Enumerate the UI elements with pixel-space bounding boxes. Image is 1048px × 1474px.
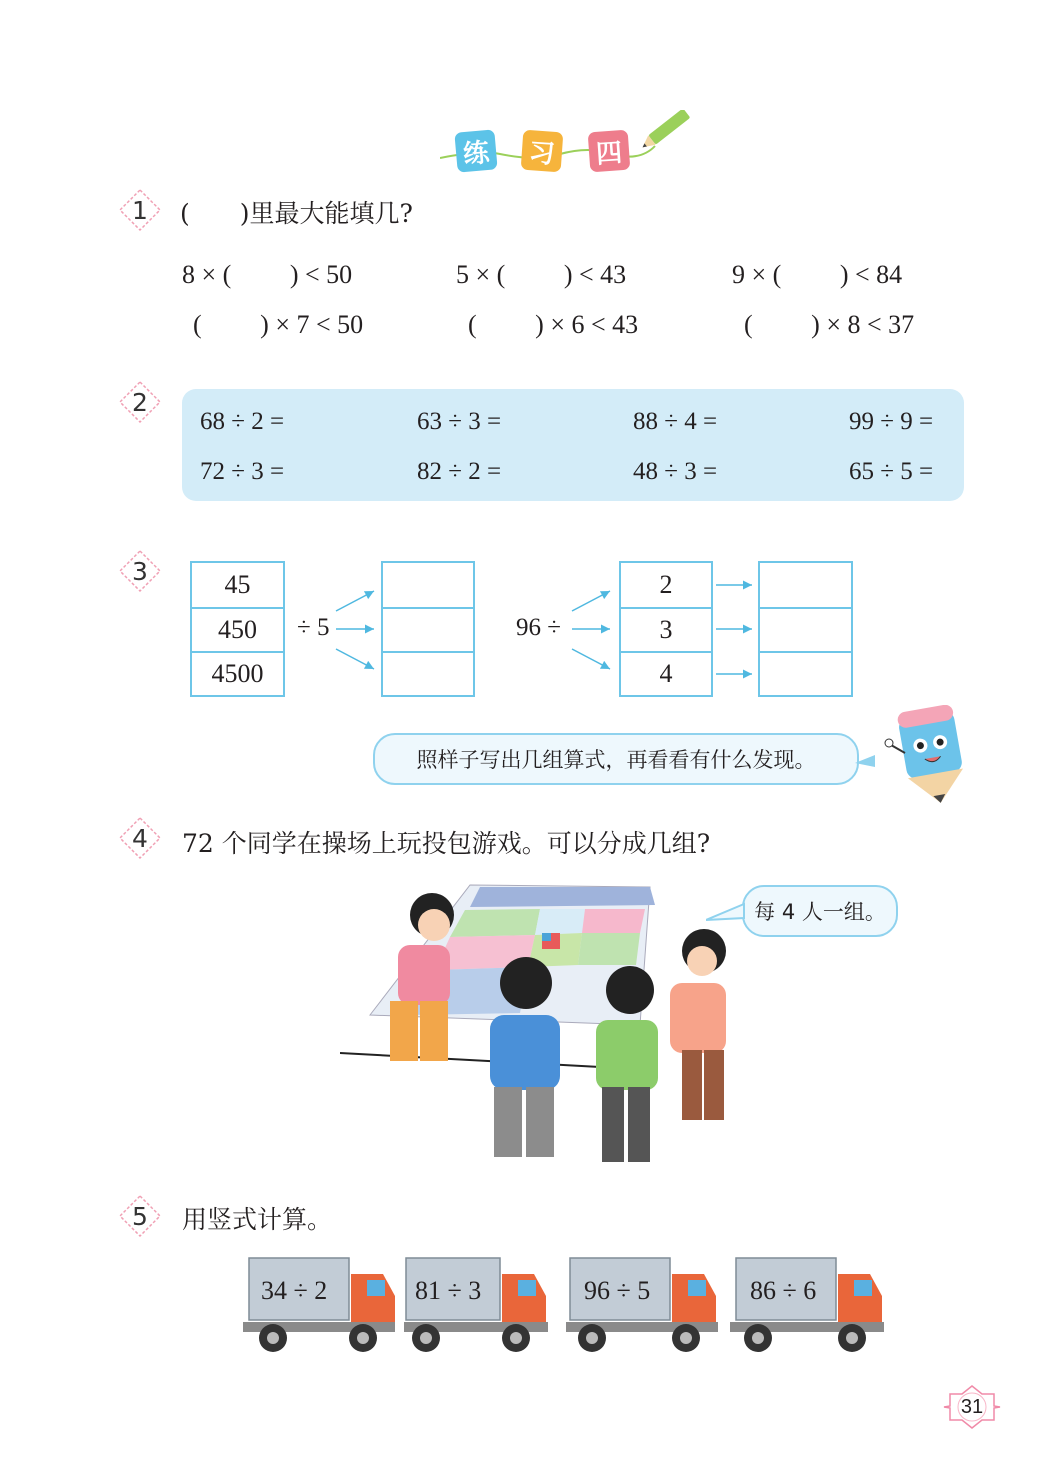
question-1-text: ( )里最大能填几? (180, 199, 413, 228)
truck-4 (730, 1256, 886, 1356)
q3-right-value-3: 4 (621, 651, 711, 695)
truck-icon (730, 1256, 886, 1356)
question-1-number: 1 (132, 195, 148, 225)
q2-item-8: 65 ÷ 5 = (849, 458, 934, 485)
pencil-mascot-icon (855, 705, 980, 815)
page-number-badge (942, 1384, 1002, 1430)
q2-item-6: 82 ÷ 2 = (417, 458, 502, 485)
q3-right-value-2: 3 (621, 607, 711, 651)
q3-left-arrows (334, 585, 380, 675)
q3-left-value-2: 450 (192, 607, 283, 651)
truck-1-label: 34 ÷ 2 (261, 1276, 328, 1305)
q2-item-3: 88 ÷ 4 = (633, 408, 718, 435)
q2-item-7: 48 ÷ 3 = (633, 458, 718, 485)
truck-2-label: 81 ÷ 3 (415, 1276, 482, 1305)
truck-2 (404, 1256, 558, 1356)
question-3-badge (118, 549, 162, 593)
truck-icon (404, 1256, 558, 1356)
q3-left-operator: ÷ 5 (297, 614, 330, 641)
q1-item-2: 5 × ( ) < 43 (456, 260, 627, 289)
q3-left-answer-table (381, 561, 475, 697)
question-5-text: 用竖式计算。 (182, 1205, 333, 1234)
q2-item-5: 72 ÷ 3 = (200, 458, 285, 485)
truck-3-label: 96 ÷ 5 (584, 1276, 651, 1305)
truck-icon (243, 1256, 397, 1356)
title-char-2: 习 (521, 130, 564, 173)
q1-item-1: 8 × ( ) < 50 (182, 260, 353, 289)
q1-item-3: 9 × ( ) < 84 (732, 260, 903, 289)
truck-1 (243, 1256, 397, 1356)
question-2-number: 2 (132, 387, 148, 417)
question-1-badge (118, 188, 162, 232)
question-4-text: 72 个同学在操场上玩投包游戏。可以分成几组? (182, 829, 711, 858)
q2-item-2: 63 ÷ 3 = (417, 408, 502, 435)
q3-left-answer-3[interactable] (383, 651, 473, 695)
q1-item-5: ( ) × 6 < 43 (468, 310, 639, 339)
question-5-number: 5 (132, 1201, 148, 1231)
truck-4-label: 86 ÷ 6 (750, 1276, 817, 1305)
q3-hint-bubble: 照样子写出几组算式，再看看有什么发现。 (373, 733, 859, 785)
question-4-number: 4 (132, 823, 148, 853)
question-4-badge (118, 816, 162, 860)
question-3-number: 3 (132, 556, 148, 586)
page-number: 31 (960, 1395, 984, 1418)
q3-left-value-3: 4500 (192, 651, 283, 695)
q3-right-answer-1[interactable] (760, 563, 851, 607)
question-5-badge (118, 1194, 162, 1238)
title-char-1: 练 (454, 129, 497, 172)
q3-right-answer-3[interactable] (760, 651, 851, 695)
truck-icon (566, 1256, 720, 1356)
q4-speech-bubble: 每 4 人一组。 (742, 885, 898, 937)
question-2-badge (118, 380, 162, 424)
q2-panel (182, 389, 964, 501)
q3-right-straight-arrows (714, 570, 758, 690)
truck-3 (566, 1256, 720, 1356)
q3-right-value-1: 2 (659, 570, 673, 599)
children-playing-illustration (340, 875, 760, 1175)
q3-right-answer-table (758, 561, 853, 697)
q3-left-answer-1[interactable] (383, 563, 473, 607)
q4-bubble-tail (706, 900, 746, 924)
q3-right-arrows (570, 585, 616, 675)
q1-item-4: ( ) × 7 < 50 (193, 310, 364, 339)
q3-left-answer-2[interactable] (383, 607, 473, 651)
title-char-3: 四 (588, 130, 631, 173)
q3-left-value-1: 45 (224, 570, 251, 599)
q3-right-operator: 96 ÷ (516, 614, 561, 641)
q3-right-answer-2[interactable] (760, 607, 851, 651)
q2-item-4: 99 ÷ 9 = (849, 408, 934, 435)
q3-left-values-table (190, 561, 285, 697)
q1-item-6: ( ) × 8 < 37 (744, 310, 915, 339)
q3-right-values-table (619, 561, 713, 697)
q2-item-1: 68 ÷ 2 = (200, 408, 285, 435)
